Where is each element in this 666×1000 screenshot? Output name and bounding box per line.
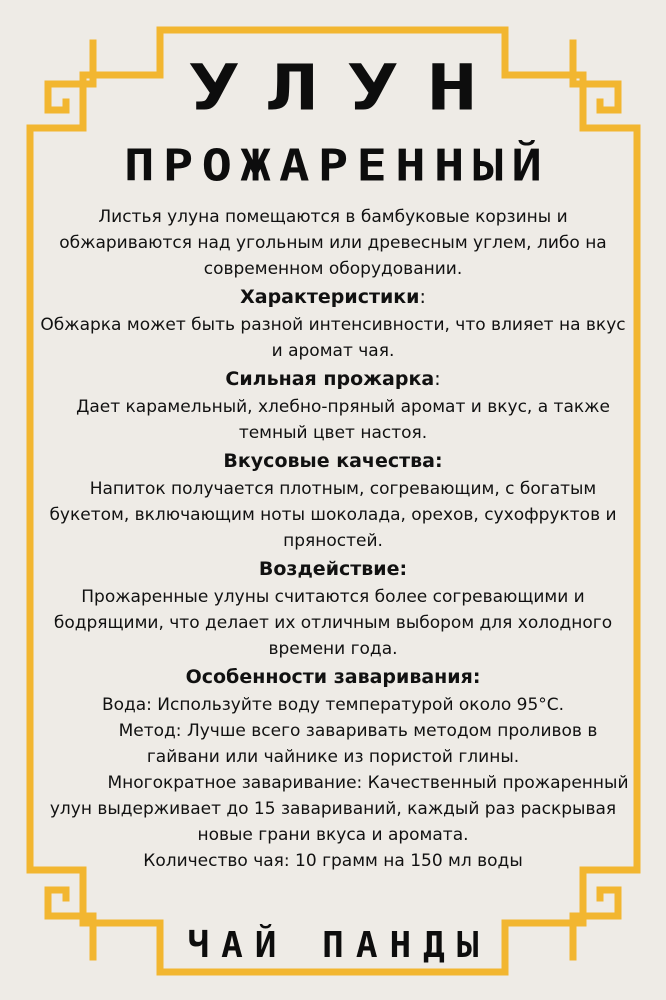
title-line-1: УЛУН: [188, 51, 507, 125]
brew-item: Вода: Используйте воду температурой около 95°C.: [101, 695, 565, 715]
content-block: [36, 204, 630, 874]
section-heading: Сильная прожарка:: [225, 368, 441, 390]
section-text: Напиток получается плотным, согревающим, с богатым букетом, включающим ноты шоколада, орехов, сухофруктов и пряностей.: [49, 479, 617, 551]
brew-item: Многократное заваривание: Качественный прожаренный улун выдерживает до 15 завариваний, каждый раз раскрывая новые грани вкуса и аромата.: [49, 773, 629, 845]
section-text: Обжарка может быть разной интенсивности, что влияет на вкус и аромат чая.: [40, 315, 626, 361]
section-heading: Вкусовые качества:: [223, 450, 443, 472]
title-line-2: ПРОЖАРЕННЫЙ: [124, 140, 551, 192]
section-heading: Воздействие:: [258, 558, 408, 580]
footer-brand: ЧАЙ ПАНДЫ: [187, 925, 491, 966]
section-text: Дает карамельный, хлебно-пряный аромат и вкус, а также темный цвет настоя.: [76, 397, 610, 443]
section-heading: Особенности заваривания:: [185, 666, 481, 688]
brew-item: Метод: Лучше всего заваривать методом проливов в гайвани или чайнике из пористой глины.: [118, 721, 598, 767]
section-text: Прожаренные улуны считаются более согревающими и бодрящими, что делает их отличным выбором для холодного времени года.: [53, 587, 613, 659]
section-heading: Характеристики:: [240, 286, 426, 308]
intro-text: Листья улуна помещаются в бамбуковые корзины и обжариваются над угольным или древесным углем, либо на современном оборудовании.: [59, 207, 607, 279]
brew-item: Количество чая: 10 грамм на 150 мл воды: [143, 851, 523, 871]
